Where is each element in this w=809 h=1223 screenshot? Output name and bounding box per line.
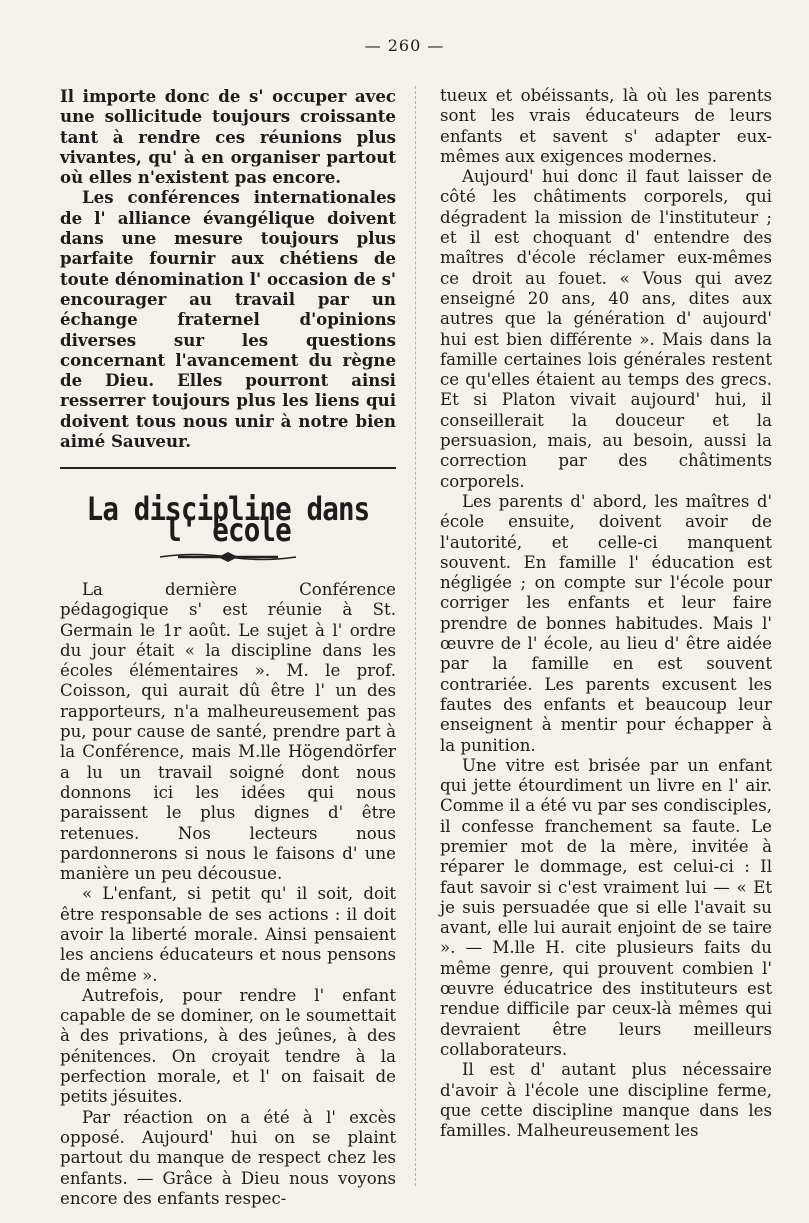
intro-paragraph-1: Il importe donc de s' occuper avec une sollicitude toujours croissante tant à rendre ces réunions plus vivantes, qu' à en organiser partout où elles n'existent pas encore. — [60, 86, 396, 188]
right-paragraph-1: tueux et obéissants, là où les parents sont les vrais éducateurs de leurs enfants et savent s' adapter eux-mêmes aux exigences modernes. — [440, 86, 772, 166]
article-title: La discipline dans l' école — [86, 490, 370, 549]
ornament-flourish — [158, 550, 298, 564]
article-paragraph-4: Par réaction on a été à l' excès opposé. Aujourd' hui on se plaint partout du manque de respect chez les enfants. — Grâce à Dieu nous voyons encore des enfants respec- — [60, 1107, 396, 1208]
left-column — [60, 86, 396, 1209]
article-paragraph-3: Autrefois, pour rendre l' enfant capable de se dominer, on le soumettait à des privations, à des jeûnes, à des pénitences. On croyait tendre à la perfection morale, et l' on faisait de petits jésuites. — [60, 985, 396, 1107]
right-paragraph-3: Les parents d' abord, les maîtres d' école ensuite, doivent avoir de l'autorité, et celle-ci manquent souvent. En famille l' éducation est négligée ; on compte sur l'école pour corriger les enfants et leur faire prendre de bonnes habitudes. Mais l' œuvre de l' école, au lieu d' être aidée par la famille en est souvent contrariée. Les parents excusent les fautes des enfants et beaucoup leur enseignent à mentir pour échapper à la punition. — [440, 491, 772, 755]
page-number: — 260 — — [364, 36, 445, 55]
section-divider — [60, 467, 396, 469]
right-paragraph-2: Aujourd' hui donc il faut laisser de côté les châtiments corporels, qui dégradent la mission de l'instituteur ; et il est choquant d' entendre des maîtres d'école réclamer eux-mêmes ce droit au fouet. « Vous qui avez enseigné 20 ans, 40 ans, dites aux autres que la génération d' aujourd' hui est bien différente ». Mais dans la famille certaines lois générales restent ce qu'elles étaient au temps des grecs. Et si Platon vivait aujourd' hui, il conseillerait la douceur et la persuasion, mais, au besoin, aussi la correction par des châtiments corporels. — [440, 167, 772, 491]
column-divider — [415, 86, 416, 1186]
right-column — [440, 86, 772, 1141]
intro-paragraph-2: Les conférences internationales de l' alliance évangélique doivent dans une mesure toujours plus parfaite fournir aux chétiens de toute dénomination l' occasion de s' encourager au travail par un échange fraternel d'opinions diverses sur les questions concernant l'avancement du règne de Dieu. Elles pourront ainsi resserrer toujours plus les liens qui doivent tous nous unir à notre bien aimé Sauveur. — [60, 187, 396, 452]
right-paragraph-4: Une vitre est brisée par un enfant qui jette étourdiment un livre en l' air. Comme il a été vu par ses condisciples, il confesse franchement sa faute. Le premier mot de la mère, invitée à réparer le dommage, est celui-ci : Il faut savoir si c'est vraiment lui — « Et je suis persuadée que si elle l'avait su avant, elle lui aurait enjoint de se taire ». — M.lle H. cite plusieurs faits du même genre, qui prouvent combien l' œuvre éducatrice des instituteurs est rendue difficile par ceux-là mêmes qui devraient être leurs meilleurs collaborateurs. — [440, 755, 772, 1059]
article-paragraph-2: « L'enfant, si petit qu' il soit, doit être responsable de ses actions : il doit avoir la liberté morale. Ainsi pensaient les anciens éducateurs et nous pensons de même ». — [60, 884, 396, 985]
right-paragraph-5: Il est d' autant plus nécessaire d'avoir à l'école une discipline ferme, que cette discipline manque dans les familles. Malheureusement les — [440, 1060, 772, 1141]
article-paragraph-1: La dernière Conférence pédagogique s' est réunie à St. Germain le 1r août. Le sujet à l' ordre du jour était « la discipline dans les écoles élémentaires ». M. le prof. Coisson, qui aurait dû être l' un des rapporteurs, n'a malheureusement pas pu, pour cause de santé, prendre part à la Conférence, mais M.lle Högendörfer a lu un travail soigné dont nous donnons ici les idées qui nous paraissent le plus dignes d' être retenues. Nos lecteurs nous pardonnerons si nous le faisons d' une manière un peu décousue. — [60, 579, 396, 884]
